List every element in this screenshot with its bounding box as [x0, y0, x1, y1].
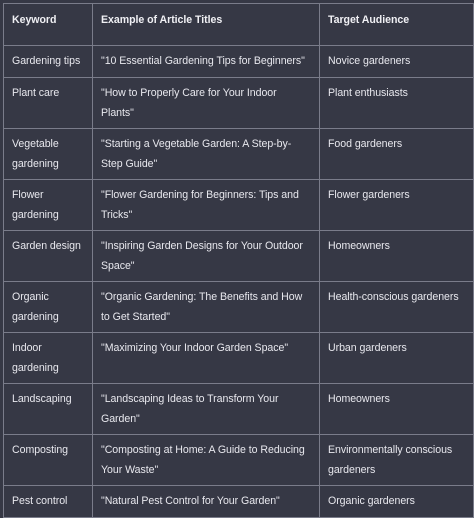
cell-audience: Homeowners — [320, 231, 474, 282]
cell-keyword: Vegetable gardening — [4, 129, 93, 180]
cell-title: "Maximizing Your Indoor Garden Space" — [93, 333, 320, 384]
cell-keyword: Pest control — [4, 486, 93, 518]
cell-title: "Starting a Vegetable Garden: A Step-by-Step Guide" — [93, 129, 320, 180]
cell-keyword: Garden design — [4, 231, 93, 282]
cell-title: "Natural Pest Control for Your Garden" — [93, 486, 320, 518]
cell-title: "Landscaping Ideas to Transform Your Garden" — [93, 384, 320, 435]
keyword-table — [3, 3, 474, 518]
table-row — [4, 46, 474, 78]
cell-keyword: Indoor gardening — [4, 333, 93, 384]
cell-title: "Composting at Home: A Guide to Reducing Your Waste" — [93, 435, 320, 486]
cell-title: "Inspiring Garden Designs for Your Outdoor Space" — [93, 231, 320, 282]
cell-audience: Health-conscious gardeners — [320, 282, 474, 333]
table-row — [4, 282, 474, 333]
header-article-titles: Example of Article Titles — [93, 4, 320, 46]
table-row — [4, 180, 474, 231]
cell-audience: Organic gardeners — [320, 486, 474, 518]
cell-keyword: Flower gardening — [4, 180, 93, 231]
cell-audience: Environmentally conscious gardeners — [320, 435, 474, 486]
cell-audience: Flower gardeners — [320, 180, 474, 231]
table-row — [4, 435, 474, 486]
cell-title: "How to Properly Care for Your Indoor Plants" — [93, 78, 320, 129]
table-row — [4, 78, 474, 129]
table-row — [4, 129, 474, 180]
cell-title: "10 Essential Gardening Tips for Beginners" — [93, 46, 320, 78]
cell-audience: Urban gardeners — [320, 333, 474, 384]
header-keyword: Keyword — [4, 4, 93, 46]
cell-keyword: Gardening tips — [4, 46, 93, 78]
cell-audience: Plant enthusiasts — [320, 78, 474, 129]
cell-audience: Homeowners — [320, 384, 474, 435]
cell-audience: Novice gardeners — [320, 46, 474, 78]
table-header-row — [4, 4, 474, 46]
cell-keyword: Plant care — [4, 78, 93, 129]
table-row — [4, 384, 474, 435]
cell-keyword: Organic gardening — [4, 282, 93, 333]
table-row — [4, 231, 474, 282]
keyword-table-container — [0, 3, 474, 507]
table-row — [4, 333, 474, 384]
cell-keyword: Landscaping — [4, 384, 93, 435]
header-target-audience: Target Audience — [320, 4, 474, 46]
cell-audience: Food gardeners — [320, 129, 474, 180]
cell-title: "Organic Gardening: The Benefits and How to Get Started" — [93, 282, 320, 333]
cell-keyword: Composting — [4, 435, 93, 486]
cell-title: "Flower Gardening for Beginners: Tips and Tricks" — [93, 180, 320, 231]
table-row — [4, 486, 474, 518]
